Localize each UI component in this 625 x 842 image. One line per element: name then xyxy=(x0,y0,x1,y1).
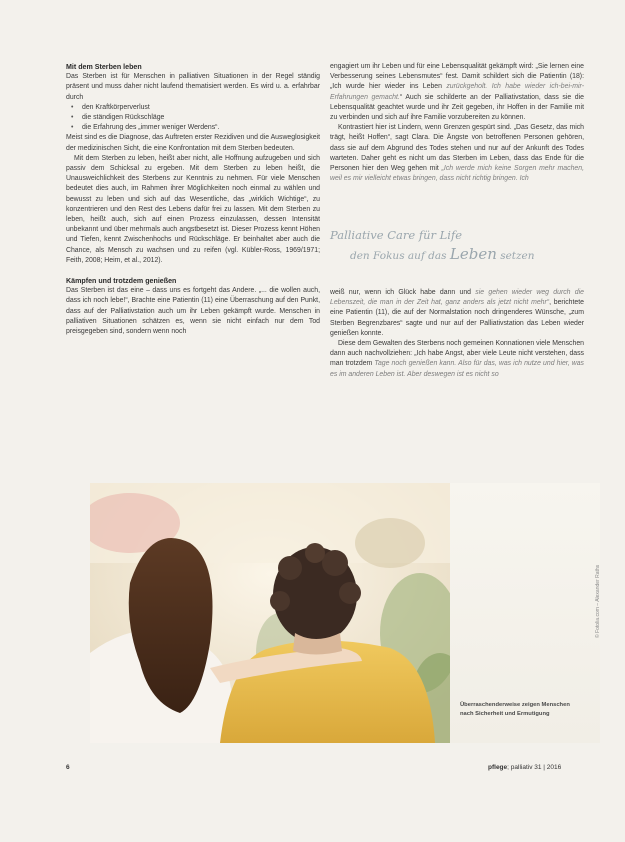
paragraph: Meist sind es die Diagnose, das Auftreten erster Rezidiven und die Ausweglosigkeit der medizinischen Sicht, die eine Konfrontation mit dem Sterben bedeuten. xyxy=(66,134,320,152)
text-span: “ Auch sie schilderte an der Palliativstation, dass sie die Lebensqualität geachtet wurde und ihr Zeit gegeben, ihr Hoffen in der Familie mit zu verbinden und sich auf ihre Familie vorzubereiten zu können. xyxy=(330,93,584,122)
bullet-list xyxy=(66,103,320,134)
page-number: 6 xyxy=(66,764,70,771)
pull-quote-line-1: Palliative Care für Life xyxy=(330,228,463,242)
text-span: Diese dem Gewalten des Sterbens noch gemeinen Konnationen viele Menschen dann auch nachvollziehen: „Ich habe Angst, aber viele Leute nicht verstehen, dass man trotzdem xyxy=(330,340,584,368)
journal-name xyxy=(488,764,561,771)
pull-quote-line-2 xyxy=(350,245,590,263)
right-column-top xyxy=(330,62,584,184)
section-heading-living-with-dying: Mit dem Sterben leben xyxy=(66,63,142,71)
text-span: den Fokus auf das xyxy=(350,250,450,262)
text-span: Kontrastiert hier ist Lindern, wenn Grenzen gespürt sind. „Das Gesetz, das mich trägt, heißt Hoffen“, sagt Clara. Die Ängste von betroffenen Personen gehören, dass sie auf dem Abgrund des Todes stehen und nur auf der Ankunft des Todes warteten. Daher geht es nicht um das Sterben im Leben, dass das Ende für die Personen hier den Weg gehen mit xyxy=(330,124,584,173)
text-span: setzen xyxy=(496,250,535,262)
left-column xyxy=(66,62,320,337)
paragraph xyxy=(330,123,584,184)
photo-caption: Überraschenderweise zeigen Menschen nach Sicherheit und Ermutigung xyxy=(460,702,570,717)
paragraph xyxy=(330,62,584,123)
journal-name-bold: pflege xyxy=(488,764,508,771)
pull-quote xyxy=(330,228,590,263)
paragraph xyxy=(330,339,584,380)
paragraph: Das Sterben ist das eine – dass uns es fortgeht das Andere. „... die wollen auch, dass ich noch lebe!“, Brachte eine Patientin (11) eine Überraschung auf den Punkt, dass auf der Palliativstation auch um ihr Leben gekämpft wurde. Menschen in palliativen Situationen schätzen es, wenn sie nicht einfach nur dem Tod preisgegeben sind, sondern wenn noch xyxy=(66,287,320,336)
text-span: , berichtete eine Patientin (11), die auf der Normalstation noch dringenderes Wünsche, „zum Sterben Begrenzbares“ sagte und nur auf der Palliativstation das Leben wieder genießen konnte. xyxy=(330,299,584,337)
list-item: • den Kraftkörperverlust xyxy=(82,103,320,113)
paragraph xyxy=(330,288,584,339)
text-span: weiß nur, wenn ich Glück habe dann und xyxy=(330,289,476,296)
quote-italic: sie gehen wieder weg durch die Lebenszeit, die man in der Zeit hat, ganz anders als jetzt nicht mehr“ xyxy=(330,289,584,307)
quote-italic: zurückgeholt. Ich habe wieder ich-bei-mir-Erfahrungen gemacht. xyxy=(330,83,584,101)
right-column-bottom xyxy=(330,288,584,380)
section-heading-fight-and-enjoy: Kämpfen und trotzdem genießen xyxy=(66,277,177,286)
quote-italic: Tage noch genießen kann. Also für das, was ich nutze und hier, was es im anderen Leben ist. Aber deswegen ist es nicht so xyxy=(330,360,584,378)
quote-italic: „Ich werde mich keine Sorgen mehr machen, weil es mir vielleicht etwas bringen, dass nicht richtig bringen. Ich xyxy=(330,165,584,183)
photo-credit: © Fotolia.com – Alexander Raths xyxy=(595,564,601,638)
photo-caregiver-with-patient xyxy=(90,483,450,743)
paragraph: Mit dem Sterben zu leben, heißt aber nicht, alle Hoffnung aufzugeben und sich passiv dem Schicksal zu ergeben. Mit dem Sterben zu leben heißt, die Unausweichlichkeit des Sterbens zur Kenntnis zu nehmen. Für viele Menschen bedeutet dies auch, im Rahmen ihrer Möglichkeiten noch einmal zu wählen und bewusst zu leben und sich auf das Wesentliche, das „wirklich Wichtige“, zu konzentrieren und den Rest des Lebens dafür frei zu lassen. Mit dem Sterben zu leben, heißt auch, sich auf einen Prozess einzulassen, dessen Intensität unbekannt und über mehrmals auch angstbesetzt ist. Dieser Prozess kennt Höhen und Tiefen, kennt Zwischenhochs und Rückschläge. Er beinhaltet aber auch die Chance, als Mensch zu wachsen und zu reifen (vgl. Kübler-Ross, 1969/1971; Feith, 2008; Heim, et al., 2012). xyxy=(66,154,320,264)
text-span: engagiert um ihr Leben und für eine Lebensqualität gekämpft wird: „Sie lernen eine Verbesserung seines Lebensmutes“ fest. Damit schildert sich die Patientin (18): „Ich wurde hier wieder ins Leben xyxy=(330,63,584,91)
paragraph: Das Sterben ist für Menschen in palliativen Situationen in der Regel ständig präsent und muss daher nicht laufend thematisiert werden. Es wird u. a. erfahrbar durch xyxy=(66,73,320,101)
journal-issue: ; palliativ 31 | 2016 xyxy=(507,764,562,771)
pull-quote-emphasis: Leben xyxy=(449,245,497,263)
photo-illustration xyxy=(90,483,450,743)
list-item: • die ständigen Rückschläge xyxy=(82,113,320,123)
list-item: • die Erfahrung des „immer weniger Werdens“. xyxy=(82,123,320,133)
